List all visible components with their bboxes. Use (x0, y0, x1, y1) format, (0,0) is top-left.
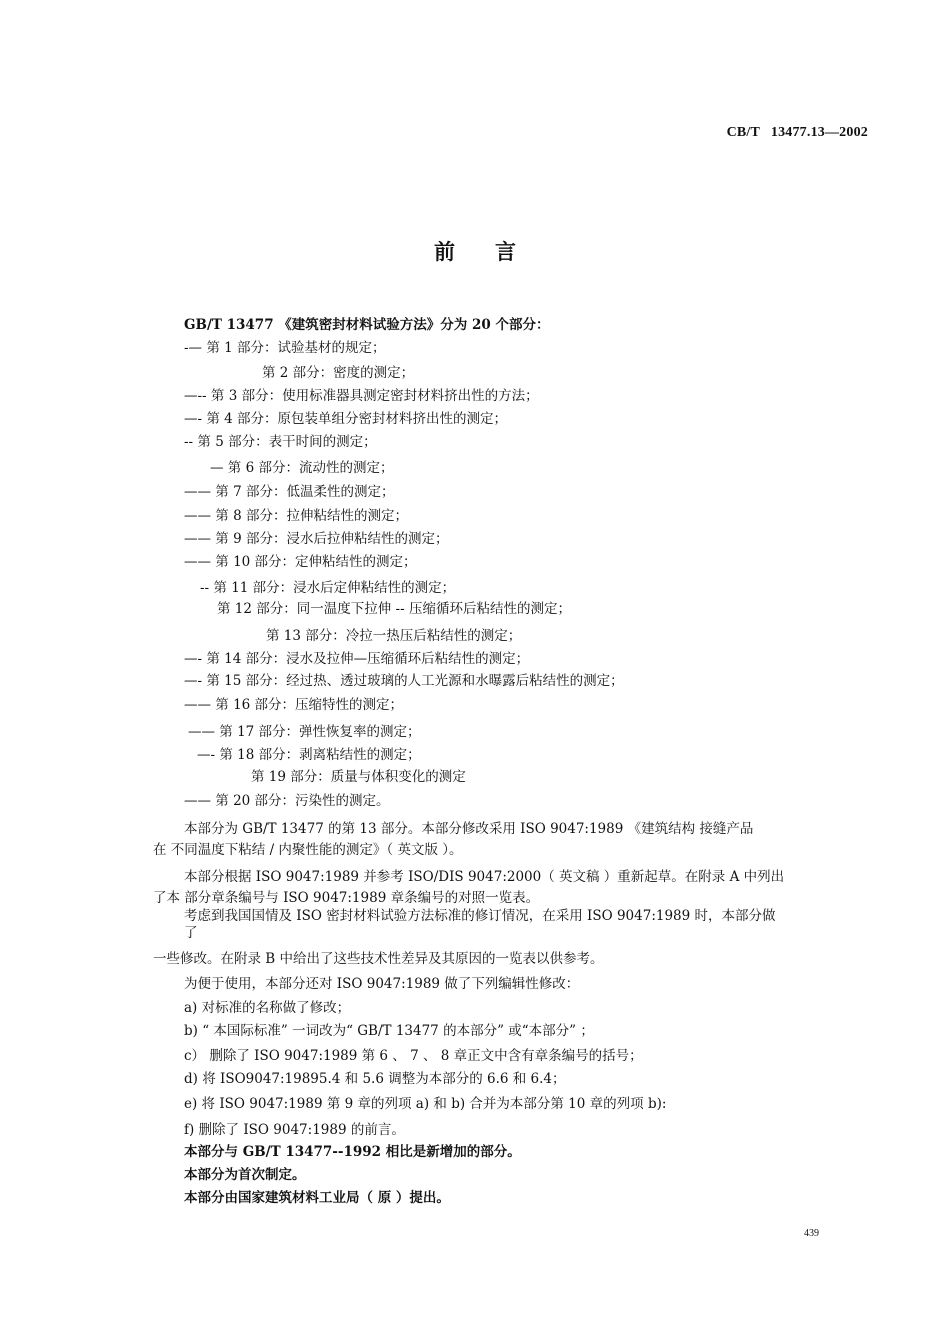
paragraph-3-line-1b: 了 (184, 925, 198, 941)
part-item-20: —— 第 20 部分：污染性的测定。 (184, 793, 390, 809)
part-item-4: —- 第 4 部分：原包装单组分密封材料挤出性的测定； (184, 411, 508, 427)
part-item-15: —- 第 15 部分：经过热、透过玻璃的人工光源和水曝露后粘结性的测定； (184, 673, 624, 689)
part-item-13: 第 13 部分：冷拉一热压后粘结性的测定； (266, 628, 522, 644)
part-item-7: —— 第 7 部分：低温柔性的测定； (184, 484, 395, 500)
paragraph-3-line-2: 一些修改。在附录 B 中给出了这些技术性差异及其原因的一览表以供参考。 (153, 951, 604, 967)
edit-item-c: c） 删除了 ISO 9047:1989 第 6 、 7 、 8 章正文中含有章条编号的括号； (184, 1048, 643, 1064)
closing-line-1: 本部分与 GB/T 13477--1992 相比是新增加的部分。 (184, 1144, 521, 1160)
paragraph-1-line-1: 本部分为 GB/T 13477 的第 13 部分。本部分修改采用 ISO 9047:1989 《建筑结构 接缝产品 (184, 821, 754, 837)
part-item-14: —- 第 14 部分：浸水及拉伸—压缩循环后粘结性的测定； (184, 651, 530, 667)
intro-line: GB/T 13477 《建筑密封材料试验方法》分为 20 个部分： (184, 317, 550, 333)
closing-line-3: 本部分由国家建筑材料工业局（ 原 ）提出。 (184, 1190, 450, 1206)
paragraph-2-line-2: 了本 部分章条编号与 ISO 9047:1989 章条编号的对照一览表。 (153, 890, 540, 906)
closing-line-2: 本部分为首次制定。 (184, 1167, 306, 1183)
edit-item-d: d) 将 ISO9047:19895.4 和 5.6 调整为本部分的 6.6 和 6.4； (184, 1071, 566, 1087)
edit-item-f: f) 删除了 ISO 9047:1989 的前言。 (184, 1122, 405, 1138)
part-item-5: -- 第 5 部分：表干时间的测定； (184, 434, 377, 450)
edit-item-b: b) “ 本国际标准” 一词改为“ GB/T 13477 的本部分” 或“本部分” ； (184, 1023, 594, 1039)
part-item-16: —— 第 16 部分：压缩特性的测定； (184, 697, 404, 713)
part-item-11: -- 第 11 部分：浸水后定伸粘结性的测定； (200, 580, 456, 596)
standard-code: CB/T 13477.13—2002 (726, 125, 868, 140)
part-item-18: —- 第 18 部分：剥离粘结性的测定； (197, 747, 421, 763)
part-item-12: 第 12 部分：同一温度下拉伸 -- 压缩循环后粘结性的测定； (217, 601, 571, 617)
edit-item-e: e) 将 ISO 9047:1989 第 9 章的列项 a) 和 b) 合并为本部分第 10 章的列项 b): (184, 1096, 667, 1112)
paragraph-3-line-1: 考虑到我国国情及 ISO 密封材料试验方法标准的修订情况，在采用 ISO 9047:1989 时，本部分做 (184, 908, 776, 924)
part-item-8: —— 第 8 部分：拉伸粘结性的测定； (184, 508, 408, 524)
part-item-1: -— 第 1 部分：试验基材的规定； (184, 340, 386, 356)
part-item-3: —-- 第 3 部分：使用标准器具测定密封材料挤出性的方法； (184, 388, 539, 404)
paragraph-2-line-1: 本部分根据 ISO 9047:1989 并参考 ISO/DIS 9047:2000（ 英文稿 ）重新起草。在附录 A 中列出 (184, 869, 785, 885)
paragraph-1-line-2: 在 不同温度下粘结 / 内聚性能的测定》（ 英文版 ）。 (153, 842, 463, 858)
part-item-9: —— 第 9 部分：浸水后拉伸粘结性的测定； (184, 531, 449, 547)
part-item-2: 第 2 部分：密度的测定； (262, 365, 415, 381)
part-item-17: —— 第 17 部分：弹性恢复率的测定； (188, 724, 421, 740)
part-item-19: 第 19 部分：质量与体积变化的测定 (251, 769, 466, 785)
page-title: 前言 (434, 239, 556, 264)
part-item-6: — 第 6 部分：流动性的测定； (210, 460, 394, 476)
paragraph-4: 为便于使用，本部分还对 ISO 9047:1989 做了下列编辑性修改： (184, 976, 580, 992)
page-number: 439 (804, 1228, 819, 1239)
edit-item-a: a) 对标准的名称做了修改； (184, 1000, 351, 1016)
part-item-10: —— 第 10 部分：定伸粘结性的测定； (184, 554, 417, 570)
